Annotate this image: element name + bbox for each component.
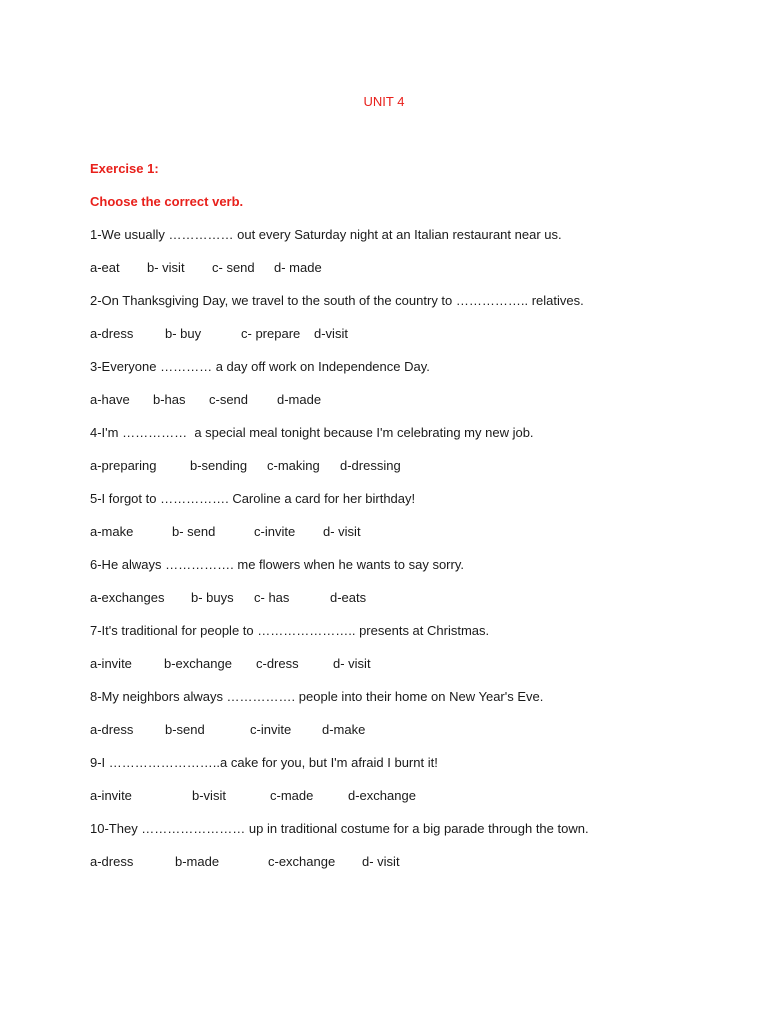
option-d: d-made bbox=[277, 392, 322, 407]
option-d: d-make bbox=[322, 722, 366, 737]
question-2: 2-On Thanksgiving Day, we travel to the south of the country to …………….. relatives. bbox=[90, 293, 584, 308]
option-a: a-exchanges bbox=[90, 590, 165, 605]
question-1: 1-We usually …………… out every Saturday night at an Italian restaurant near us. bbox=[90, 227, 562, 242]
option-b: b-has bbox=[153, 392, 186, 407]
question-list bbox=[90, 227, 730, 887]
option-c: c-invite bbox=[254, 524, 296, 539]
option-d: d- made bbox=[274, 260, 322, 275]
option-a: a-dress bbox=[90, 722, 134, 737]
option-a: a-make bbox=[90, 524, 134, 539]
question-4-options bbox=[90, 458, 730, 491]
option-c: c-exchange bbox=[268, 854, 336, 869]
question-7: 7-It's traditional for people to ………………….. presents at Christmas. bbox=[90, 623, 490, 638]
question-3: 3-Everyone ………… a day off work on Independence Day. bbox=[90, 359, 430, 374]
question-9: 9-I ……………………..a cake for you, but I'm afraid I burnt it! bbox=[90, 755, 438, 770]
question-8: 8-My neighbors always ……………. people into their home on New Year's Eve. bbox=[90, 689, 544, 704]
option-a: a-have bbox=[90, 392, 130, 407]
option-a: a-invite bbox=[90, 656, 132, 671]
option-b: b-visit bbox=[192, 788, 226, 803]
option-a: a-eat bbox=[90, 260, 120, 275]
question-4: 4-I'm …………… a special meal tonight because I'm celebrating my new job. bbox=[90, 425, 534, 440]
option-a: a-invite bbox=[90, 788, 132, 803]
question-3-options bbox=[90, 392, 730, 425]
option-c: c-send bbox=[209, 392, 249, 407]
option-a: a-preparing bbox=[90, 458, 157, 473]
question-9-options bbox=[90, 788, 730, 821]
option-d: d- visit bbox=[362, 854, 400, 869]
option-c: c-dress bbox=[256, 656, 299, 671]
question-5: 5-I forgot to ……………. Caroline a card for her birthday! bbox=[90, 491, 416, 506]
exercise-content bbox=[90, 161, 730, 887]
option-c: c-invite bbox=[250, 722, 292, 737]
option-c: c- prepare bbox=[241, 326, 301, 341]
question-8-options bbox=[90, 722, 730, 755]
option-c: c-made bbox=[270, 788, 314, 803]
option-b: b-exchange bbox=[164, 656, 232, 671]
question-1-options bbox=[90, 260, 730, 293]
question-7-options bbox=[90, 656, 730, 689]
exercise-instruction: Choose the correct verb. bbox=[90, 194, 244, 209]
option-b: b- visit bbox=[147, 260, 185, 275]
option-b: b- buy bbox=[165, 326, 202, 341]
option-d: d-visit bbox=[314, 326, 348, 341]
option-a: a-dress bbox=[90, 854, 134, 869]
unit-title: UNIT 4 bbox=[363, 94, 405, 109]
option-d: d-exchange bbox=[348, 788, 416, 803]
option-c: c- send bbox=[212, 260, 255, 275]
question-10-options bbox=[90, 854, 730, 887]
option-d: d-eats bbox=[330, 590, 367, 605]
option-d: d-dressing bbox=[340, 458, 401, 473]
question-5-options bbox=[90, 524, 730, 557]
option-b: b-send bbox=[165, 722, 205, 737]
option-b: b- buys bbox=[191, 590, 234, 605]
option-c: c- has bbox=[254, 590, 290, 605]
option-b: b- send bbox=[172, 524, 216, 539]
option-d: d- visit bbox=[333, 656, 371, 671]
option-d: d- visit bbox=[323, 524, 361, 539]
question-6: 6-He always ……………. me flowers when he wants to say sorry. bbox=[90, 557, 464, 572]
option-b: b-sending bbox=[190, 458, 248, 473]
option-a: a-dress bbox=[90, 326, 134, 341]
question-10: 10-They …………………… up in traditional costume for a big parade through the town. bbox=[90, 821, 589, 836]
option-b: b-made bbox=[175, 854, 220, 869]
option-c: c-making bbox=[267, 458, 320, 473]
exercise-title: Exercise 1: bbox=[90, 161, 159, 176]
question-6-options bbox=[90, 590, 730, 623]
question-2-options bbox=[90, 326, 730, 359]
